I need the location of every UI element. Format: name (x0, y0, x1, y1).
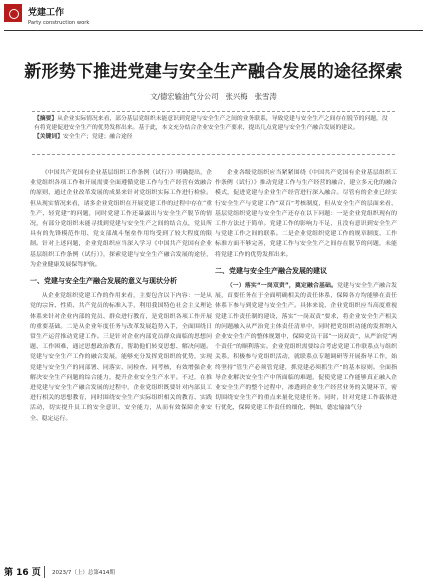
issue-info: 2023/7（上）总第414期 (52, 570, 115, 576)
abstract-text: 从企业实际情况来看，部分基层党组织未能意识到党建与安全生产之间的业务联系，导致党建与安全生产之间存在脱节的问题，没有将党建促进安全生产的优势发挥出来。基于此，本文充分结合企业安全生产要求，提出几点党建与安全生产融合发展的建议。 (34, 116, 388, 131)
right-column (215, 168, 397, 414)
section-title-cn: 党建工作 (28, 8, 65, 18)
paragraph: 《中国共产党国有企业基层组织工作条例（试行）》明确提出，企业党组织各项工作和开展需要全面遵循党建工作与生产经营有效融合的原则，通过企业改革发展的成果来针对党组织实际工作进行检验。但从现实情况来看，诸多企业党组织在开展党建工作的过程中存在“重生产、轻党建”的问题，同时党建工作还暴露出与安全生产脱节的情况，有部分党组织未能寻找到党建与安全生产之间的结合点，党员所具有的先锋模范作用、党支部战斗堡垒作用均受到了较大程度的限制。针对上述问题，企业党组织应当深入学习《中国共产党国有企业基层组织工作条例（试行）》，探索党建与安全生产融合发展的途径，为企业健康发展保驾护航。 (30, 170, 212, 268)
subsection-heading: （一）落实“一岗双责”，奠定融合基础。 (226, 283, 337, 290)
header-divider (4, 30, 423, 31)
paragraph (215, 281, 397, 414)
section-heading: 一、党建与安全生产融合发展的意义与现状分析 (30, 277, 177, 286)
paragraph: 从企业党组织党建工作的作用来看，主要包含以下内容：一是从党的宗旨、性质、共产党员的标准入手，利用我国特色社会主义理论体系来针对企业内部的党员、群众进行教育，是党组织各项工作开展的重要基础。二是从企业年度任务与改革发展趋势入手，全面围绕日常生产运营推动党建工作。三是针对企业内部党员群众面临的思想问题、工作困难，通过思想政治教育，帮助他们转变思想、解决问题。党建与安全生产工作的融合发展，能够充分发挥党组织的优势，实现党建与安全生产的同部署、同落实、同检查、同考核，有效增强企业解决安全生产问题的综合能力，提升企业安全生产水平。不过，在推进党建与安全生产融合发展的过程中，企业党组织既要针对内部员工进行相关的思想教育，同时围绕安全生产实际组织相关的教育、实践活动，切实提升员工的安全意识、安全能力，从而有效保障企业安全、稳定运行。 (30, 293, 212, 422)
keywords-text: 安全生产；党建；融合途径 (63, 133, 133, 140)
keywords-label: 【关键词】 (34, 133, 63, 140)
page-header (0, 0, 427, 50)
paragraph-text: 党建与安全生产融合发展，首要任务在于全面明确相关的责任体系，保障各方均能够在责任体系下参与到党建与安全生产。具体来说，企业党组织应当高度重视党建工作责任制的建设，落实“一岗双责”要求，将企业安全生产相关的问题融入从严治党主体责任清单中，同时把党组织功能的发挥纳入企业安全生产的整体规划中，保障党员干部“一岗双责”，从严治党“两个责任”的顺利落实。企业党组织需要综合考虑党建工作联系点与组织关系，积极参与党组织活动，就联系点专题调研等开展指导工作，始终坚持“管生产必须管党建，抓党建必须抓生产”的基本原则。全面指导企业解决安全生产中所面临的难题，促使党建工作能够真正融入企业安全生产的整个过程中，渗透到企业生产经营业务的关键环节，密切围绕安全生产的重点来量化党建任务。同时，针对党建工作载体进行优化，保障党建工作责任的细化、例如，德宏输油气分 (215, 283, 398, 412)
article-title: 新形势下推进党建与安全生产融合发展的途径探索 (24, 62, 403, 82)
page-number: 第 16 页 (4, 568, 41, 578)
footer-divider (44, 566, 45, 578)
party-emblem-icon (4, 4, 22, 22)
abstract-label: 【摘要】 (34, 116, 58, 122)
left-column (30, 168, 212, 424)
article-author: 文/德宏输油气分公司 张兴梅 张雪涛 (150, 92, 277, 101)
abstract-box (32, 111, 395, 155)
section-heading: 二、党建与安全生产融合发展的建议 (215, 266, 327, 275)
paragraph: 企业各级党组织应当紧紧围绕《中国共产党国有企业基层组织工作条例（试行）》推动党建工作与生产经营的融合，建立多元化的融合模式，促进党建与企业生产经营进行深入融合。尽管有的企业已经实行安全生产与党建工作“双百”考核制度，但从安全生产的层面来看，基层党组织党建与安全生产还存在以下问题：一是企业党组织现有的工作方法过于简单。党建工作的影响力不足，且没有意识到安全生产与党建工作之间的联系。二是企业党组织党建工作的规章制度、工作标准方面不够完善，党建工作与安全生产之间存在脱节的问题，未能将党建工作的优势发挥出来。 (215, 170, 397, 258)
section-title-en: Party construction work (28, 20, 90, 26)
